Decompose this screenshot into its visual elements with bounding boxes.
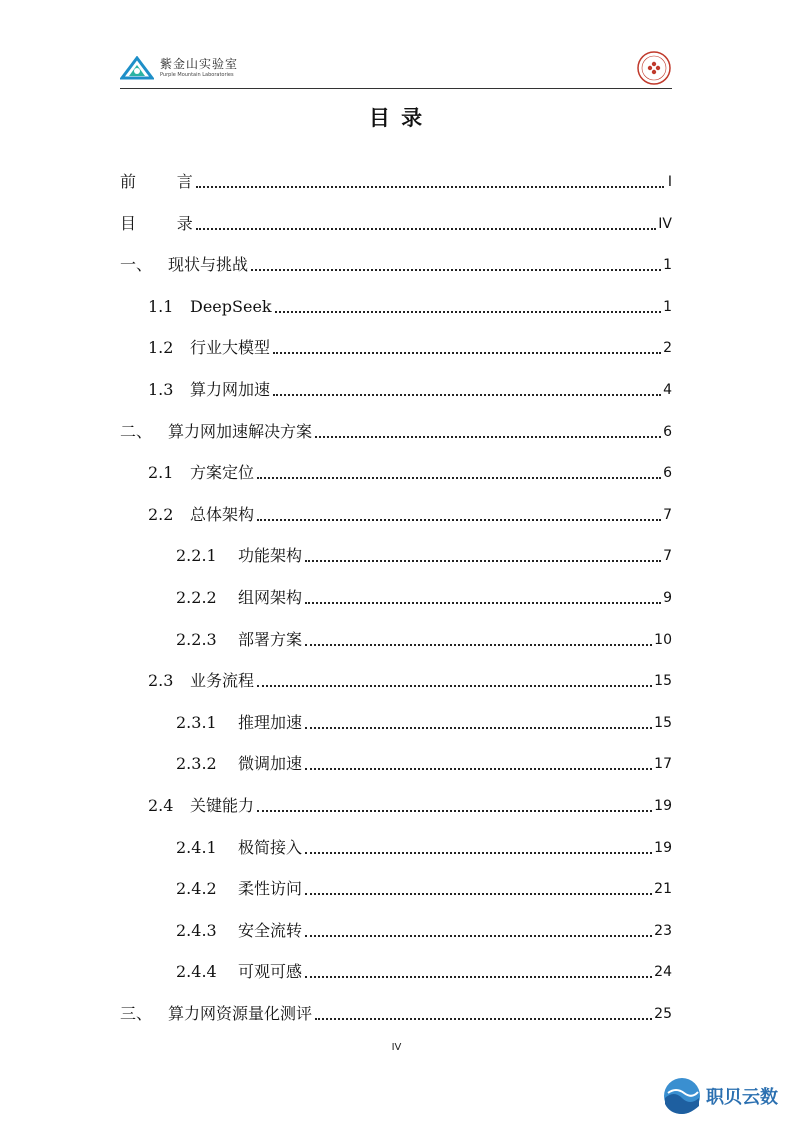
toc-entry-number: 2.1 (148, 463, 174, 483)
toc-entry-number: 2.4.1 (176, 837, 217, 857)
toc-entry-title: 关键能力 (190, 796, 255, 815)
toc-entry[interactable] (120, 586, 672, 610)
toc-entry-page: 17 (654, 756, 672, 773)
toc-entry[interactable] (120, 836, 672, 860)
toc-entry-number: 1.2 (148, 338, 174, 358)
toc-entry-title: 柔性访问 (238, 879, 303, 899)
toc-entry[interactable] (120, 503, 672, 527)
toc-entry-page: 10 (654, 631, 672, 648)
toc-entry-page: 24 (654, 964, 672, 981)
toc-leader-dots (257, 477, 661, 479)
page-header (120, 50, 672, 88)
toc-entry-number: 2.3.2 (176, 754, 217, 774)
toc-entry-title: 极简接入 (238, 837, 303, 857)
toc-entry[interactable] (120, 170, 672, 194)
toc-entry[interactable] (120, 253, 672, 277)
toc-entry-number: 2.2.1 (176, 546, 217, 566)
toc-entry-number: 2.2.3 (176, 629, 217, 649)
toc-entry[interactable] (120, 669, 672, 693)
toc-leader-dots (305, 644, 652, 646)
toc-leader-dots (315, 1018, 652, 1020)
toc-leader-dots (257, 810, 652, 812)
toc-entry-title: 算力网加速 (190, 380, 271, 399)
toc-leader-dots (273, 352, 661, 354)
toc-entry[interactable] (120, 919, 672, 943)
toc-entry-number: 二、 (120, 421, 153, 441)
toc-leader-dots (275, 311, 661, 313)
toc-entry-page: IV (658, 215, 672, 232)
toc-leader-dots (196, 186, 664, 188)
toc-entry[interactable] (120, 1002, 672, 1026)
toc-entry-title: 算力网资源量化测评 (168, 1004, 313, 1023)
toc-entry-page: 6 (663, 465, 672, 482)
toc-entry[interactable] (120, 295, 672, 319)
toc-entry-title: 推理加速 (238, 712, 303, 732)
toc-leader-dots (251, 269, 661, 271)
toc-entry-title: 总体架构 (190, 504, 255, 524)
toc-entry-title: 目 录 (120, 213, 193, 233)
toc-leader-dots (257, 519, 661, 521)
toc-entry-title: 可观可感 (238, 962, 303, 982)
toc-entry-number: 2.3.1 (176, 712, 217, 732)
toc-leader-dots (257, 685, 652, 687)
toc-leader-dots (305, 976, 652, 978)
lab-name-en: Purple Mountain Laboratories (160, 72, 234, 78)
toc-entry-page: 23 (654, 922, 672, 939)
toc-entry-page: 21 (654, 881, 672, 898)
toc-entry-title: 行业大模型 (190, 338, 271, 358)
toc-entry-page: 1 (663, 298, 672, 315)
toc-entry-title: DeepSeek (190, 296, 272, 316)
toc-entry-title: 安全流转 (238, 920, 303, 940)
toc-entry-title: 业务流程 (190, 671, 255, 691)
seal-icon (636, 50, 672, 90)
toc-entry-title: 方案定位 (190, 463, 255, 483)
toc-entry-page: I (667, 174, 672, 190)
toc-entry-page: 9 (663, 590, 672, 606)
toc-entry[interactable] (120, 711, 672, 735)
toc-entry-number: 一、 (120, 255, 153, 275)
toc-entry[interactable] (120, 212, 672, 236)
toc-entry-page: 19 (654, 798, 672, 814)
toc-entry-page: 4 (663, 382, 672, 398)
toc-entry-title: 现状与挑战 (168, 255, 249, 275)
toc-entry-number: 三、 (120, 1004, 153, 1023)
toc-leader-dots (305, 602, 661, 604)
toc-entry-title: 功能架构 (238, 546, 303, 566)
toc-entry-number: 2.4 (148, 796, 174, 815)
toc-entry-page: 7 (663, 548, 672, 565)
toc-entry-number: 2.4.2 (176, 879, 217, 899)
toc-leader-dots (305, 727, 652, 729)
toc-leader-dots (305, 852, 652, 854)
toc-leader-dots (273, 394, 661, 396)
toc-entry-page: 6 (663, 423, 672, 440)
toc-entry[interactable] (120, 378, 672, 402)
toc-leader-dots (315, 436, 661, 438)
toc-entry-number: 2.3 (148, 671, 174, 691)
toc-entry-page: 7 (663, 506, 672, 523)
toc-entry-title: 组网架构 (238, 588, 303, 607)
toc-leader-dots (305, 560, 661, 562)
toc-entry[interactable] (120, 420, 672, 444)
toc-entry-title: 前 言 (120, 172, 193, 191)
toc-entry[interactable] (120, 336, 672, 360)
toc-entry[interactable] (120, 752, 672, 776)
toc-entry[interactable] (120, 877, 672, 901)
toc-entry-title: 微调加速 (238, 754, 303, 774)
toc-entry-page: 15 (654, 714, 672, 731)
globe-wave-icon (662, 1076, 702, 1116)
watermark (662, 1076, 778, 1116)
triangle-mountain-icon (120, 56, 154, 80)
toc-entry-number: 2.4.3 (176, 920, 217, 940)
toc-entry[interactable] (120, 461, 672, 485)
page-title: 目 录 (368, 106, 425, 130)
toc-entry-number: 1.3 (148, 380, 174, 399)
toc-entry[interactable] (120, 544, 672, 568)
toc-entry[interactable] (120, 794, 672, 818)
toc-leader-dots (196, 228, 657, 230)
toc-entry-number: 2.2 (148, 504, 174, 524)
toc-entry-page: 19 (654, 839, 672, 856)
toc-entry-title: 算力网加速解决方案 (168, 421, 313, 441)
header-divider (120, 88, 672, 89)
toc-entry-title: 部署方案 (238, 629, 303, 649)
toc-entry-number: 1.1 (148, 296, 174, 316)
toc-entry[interactable] (120, 960, 672, 984)
toc-leader-dots (305, 768, 652, 770)
toc-entry-number: 2.2.2 (176, 588, 217, 607)
toc-entry-page: 2 (663, 340, 672, 357)
watermark-text: 职贝云数 (706, 1087, 778, 1108)
toc-entry-page: 1 (663, 257, 672, 274)
toc-leader-dots (305, 893, 652, 895)
toc-entry-page: 25 (654, 1006, 672, 1022)
lab-logo (120, 56, 238, 80)
page-number: IV (391, 1042, 402, 1053)
toc-entry-number: 2.4.4 (176, 962, 217, 982)
lab-name-cn: 紫金山实验室 (160, 57, 239, 71)
toc-entry[interactable] (120, 628, 672, 652)
toc-entry-page: 15 (654, 673, 672, 690)
toc-leader-dots (305, 935, 652, 937)
